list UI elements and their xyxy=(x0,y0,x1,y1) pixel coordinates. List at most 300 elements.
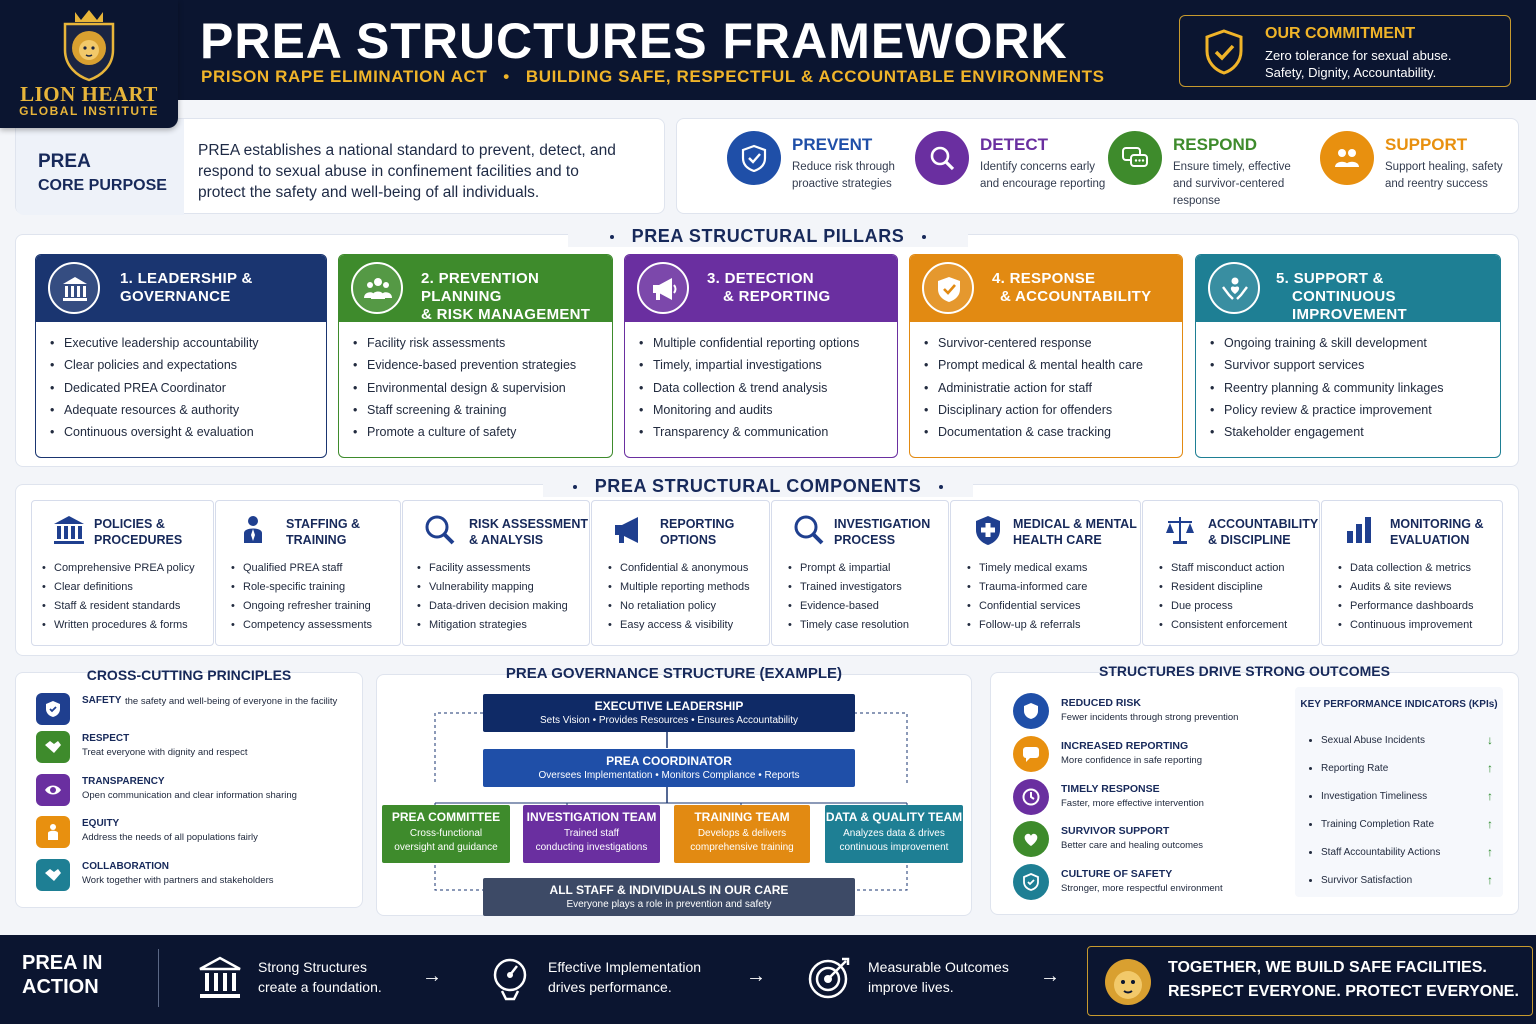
component-monitoring xyxy=(1321,500,1503,646)
list-item: • Trauma-informed care xyxy=(967,578,1087,597)
institution-icon xyxy=(52,513,86,547)
kpi-row xyxy=(1309,875,1493,886)
outcome-icon-circle xyxy=(1013,779,1049,815)
commitment-heading: OUR COMMITMENT xyxy=(1265,25,1416,42)
step-text xyxy=(868,957,1009,997)
principle-icon-bg xyxy=(36,693,70,725)
outcome-culture-of-safety xyxy=(1013,864,1273,904)
goal-desc: Reduce risk through proactive strategies xyxy=(792,161,895,190)
team-box-investigation xyxy=(523,805,660,863)
list-item: • Qualified PREA staff xyxy=(231,559,372,578)
component-list xyxy=(42,559,195,635)
box-desc xyxy=(674,827,810,855)
pillar-title xyxy=(421,270,612,324)
component-title xyxy=(660,516,734,548)
box-desc-1: Trained staff xyxy=(563,828,620,839)
commitment-box xyxy=(1179,15,1511,87)
bullet xyxy=(1309,739,1312,742)
commitment-line-2: Safety, Dignity, Accountability. xyxy=(1265,65,1437,80)
component-title xyxy=(1013,516,1137,548)
shield-check-icon xyxy=(1202,28,1246,76)
box-desc xyxy=(523,827,660,855)
list-item: • Due process xyxy=(1159,597,1287,616)
kpi-row xyxy=(1309,763,1493,774)
kpi-name: Investigation Timeliness xyxy=(1321,791,1428,802)
list-item: • Documentation & case tracking xyxy=(924,421,1143,443)
goal-detect xyxy=(915,131,1115,211)
list-item: • Staff misconduct action xyxy=(1159,559,1287,578)
pillar-title-2: GOVERNANCE xyxy=(120,288,231,305)
pillar-leadership xyxy=(35,254,327,458)
box-desc-1: Analyzes data & drives xyxy=(843,828,945,839)
list-item: • Promote a culture of safety xyxy=(353,421,576,443)
box-desc-1: Develops & delivers xyxy=(697,828,787,839)
chat-icon xyxy=(1022,745,1040,763)
component-title-1: STAFFING & xyxy=(286,517,361,531)
list-item: • Vulnerability mapping xyxy=(417,578,568,597)
kpi-name: Staff Accountability Actions xyxy=(1321,847,1441,858)
pillars-title-text: PREA STRUCTURAL PILLARS xyxy=(631,226,905,246)
list-item: • Confidential services xyxy=(967,597,1087,616)
component-title-2: HEALTH CARE xyxy=(1013,533,1102,547)
handshake-icon xyxy=(44,866,62,884)
component-title xyxy=(1390,516,1484,548)
list-item: • Policy review & practice improvement xyxy=(1210,399,1444,421)
outcomes-card xyxy=(990,663,1519,915)
principle-icon-bg xyxy=(36,816,70,848)
subtitle-left: PRISON RAPE ELIMINATION ACT xyxy=(201,67,488,86)
box-title: PREA COMMITTEE xyxy=(391,810,501,824)
list-item: • Data-driven decision making xyxy=(417,597,568,616)
list-item: • Survivor-centered response xyxy=(924,332,1143,354)
list-item: • Ongoing training & skill development xyxy=(1210,332,1444,354)
list-item: • Reentry planning & community linkages xyxy=(1210,377,1444,399)
pillar-icon-ring xyxy=(922,262,974,314)
pillar-header xyxy=(36,255,326,322)
footer-label-1: PREA IN xyxy=(22,952,103,974)
component-title-2: OPTIONS xyxy=(660,533,717,547)
goal-prevent xyxy=(727,131,927,211)
staff-icon xyxy=(236,513,270,547)
step-line-1: Effective Implementation xyxy=(548,959,702,975)
list-item: • No retaliation policy xyxy=(608,597,750,616)
kpi-row xyxy=(1309,847,1493,858)
list-item: • Clear policies and expectations xyxy=(50,354,259,376)
team-box-data-quality xyxy=(825,805,963,863)
bullet xyxy=(1309,795,1312,798)
bullet xyxy=(1309,767,1312,770)
title-dot xyxy=(939,485,943,489)
component-title-1: REPORTING xyxy=(660,517,735,531)
step-line-2: drives performance. xyxy=(548,979,672,995)
principle-icon-bg xyxy=(36,859,70,891)
pillar-title-2: & REPORTING xyxy=(723,288,831,305)
list-item: • Multiple reporting methods xyxy=(608,578,750,597)
outcome-name: REDUCED RISK xyxy=(1061,697,1141,709)
principle-name: RESPECT xyxy=(82,733,130,744)
pillar-icon-ring xyxy=(637,262,689,314)
list-item: • Continuous oversight & evaluation xyxy=(50,421,259,443)
list-item: • Disciplinary action for offenders xyxy=(924,399,1143,421)
logo xyxy=(0,0,178,128)
outcome-desc: More confidence in safe reporting xyxy=(1061,755,1202,766)
hands-heart-icon xyxy=(1221,275,1249,303)
step-line-2: create a foundation. xyxy=(258,979,382,995)
arrow-up-icon: ↑ xyxy=(1487,789,1493,803)
component-list xyxy=(967,559,1087,635)
list-item: • Competency assessments xyxy=(231,616,372,635)
shield-check-icon xyxy=(1022,873,1040,891)
component-title-2: TRAINING xyxy=(286,533,347,547)
logo-subtitle: GLOBAL INSTITUTE xyxy=(19,104,159,118)
pillar-title-1: 5. SUPPORT & xyxy=(1276,270,1384,287)
list-item: • Stakeholder engagement xyxy=(1210,421,1444,443)
component-title-1: MONITORING & xyxy=(1390,517,1484,531)
outcome-desc: Fewer incidents through strong prevention xyxy=(1061,712,1239,723)
outcome-survivor-support xyxy=(1013,821,1273,861)
title-dot xyxy=(610,235,614,239)
outcome-desc: Better care and healing outcomes xyxy=(1061,840,1204,851)
component-list xyxy=(1338,559,1474,635)
megaphone-icon xyxy=(650,275,678,303)
kpi-row xyxy=(1309,735,1493,746)
slogan-line-1: TOGETHER, WE BUILD SAFE FACILITIES. xyxy=(1168,959,1487,976)
component-title-1: RISK ASSESSMENT xyxy=(469,517,589,531)
outcome-name: CULTURE OF SAFETY xyxy=(1061,868,1173,880)
pillar-icon-ring xyxy=(1208,262,1260,314)
pillar-header xyxy=(910,255,1182,322)
component-title-2: & ANALYSIS xyxy=(469,533,544,547)
list-item: • Performance dashboards xyxy=(1338,597,1474,616)
gauge-icon xyxy=(486,955,534,1001)
outcome-increased-reporting xyxy=(1013,736,1273,776)
principles-card xyxy=(15,667,363,908)
box-desc-2: oversight and guidance xyxy=(394,842,498,853)
component-list xyxy=(788,559,909,635)
core-purpose-label-2: CORE PURPOSE xyxy=(38,177,167,194)
box-title: ALL STAFF & INDIVIDUALS IN OUR CARE xyxy=(549,883,789,897)
pillar-list xyxy=(50,332,259,443)
target-icon xyxy=(806,955,854,1001)
pillar-list xyxy=(353,332,576,443)
pillar-list xyxy=(639,332,859,443)
component-title-2: PROCEDURES xyxy=(94,533,183,547)
pillar-title-1: 1. LEADERSHIP & xyxy=(120,270,253,287)
principles-title: CROSS-CUTTING PRINCIPLES xyxy=(86,667,292,683)
title-dot xyxy=(573,485,577,489)
handshake-icon xyxy=(44,738,62,756)
executive-leadership-box xyxy=(483,694,855,732)
component-list xyxy=(231,559,372,635)
institution-icon xyxy=(196,955,244,1001)
list-item: • Role-specific training xyxy=(231,578,372,597)
footer-step-implementation xyxy=(486,955,726,1005)
goal-icon-circle xyxy=(727,131,781,185)
component-title-2: PROCESS xyxy=(834,533,896,547)
footer-divider xyxy=(158,949,159,1007)
goal-title: SUPPORT xyxy=(1385,135,1468,154)
pillar-header xyxy=(339,255,612,322)
step-line-1: Strong Structures xyxy=(258,959,367,975)
header-bar xyxy=(0,0,1536,100)
principle-desc: the safety and well-being of everyone in the facility xyxy=(125,696,338,707)
principle-safety xyxy=(36,693,356,731)
goal-support xyxy=(1320,131,1520,211)
component-title-1: MEDICAL & MENTAL xyxy=(1013,517,1137,531)
medical-cross-icon xyxy=(971,513,1005,547)
list-item: • Evidence-based xyxy=(788,597,909,616)
outcome-name: TIMELY RESPONSE xyxy=(1061,783,1160,795)
list-item: • Mitigation strategies xyxy=(417,616,568,635)
pillar-list xyxy=(1210,332,1444,443)
component-title-1: ACCOUNTABILITY xyxy=(1208,517,1319,531)
clock-icon xyxy=(1022,788,1040,806)
component-reporting xyxy=(591,500,770,646)
list-item: • Staff screening & training xyxy=(353,399,576,421)
box-title: DATA & QUALITY TEAM xyxy=(825,810,963,824)
list-item: • Environmental design & supervision xyxy=(353,377,576,399)
box-desc-2: conducting investigations xyxy=(535,842,648,853)
principle-desc: Work together with partners and stakeholders xyxy=(82,875,274,886)
shield-icon xyxy=(1022,702,1040,720)
footer-step-structures xyxy=(196,955,416,1005)
list-item: • Facility risk assessments xyxy=(353,332,576,354)
pillar-title-1: 2. PREVENTION PLANNING xyxy=(421,270,540,305)
principle-respect xyxy=(36,731,356,769)
pillar-title-2: CONTINUOUS IMPROVEMENT xyxy=(1292,288,1407,323)
team-box-training xyxy=(674,805,810,863)
list-item: • Data collection & metrics xyxy=(1338,559,1474,578)
pillar-title-2: & RISK MANAGEMENT xyxy=(421,306,591,323)
list-item: • Timely case resolution xyxy=(788,616,909,635)
box-desc xyxy=(382,827,510,855)
component-title xyxy=(94,516,182,548)
pillar-title xyxy=(1276,270,1500,324)
box-desc-2: continuous improvement xyxy=(839,842,949,853)
component-title-2: EVALUATION xyxy=(1390,533,1470,547)
pillar-icon-ring xyxy=(351,262,403,314)
lion-crest-icon xyxy=(57,6,121,82)
person-icon xyxy=(44,823,62,841)
list-item: • Data collection & trend analysis xyxy=(639,377,859,399)
lion-head-icon xyxy=(1102,955,1154,1009)
principle-name: TRANSPARENCY xyxy=(82,776,165,787)
bullet xyxy=(1309,823,1312,826)
page-title: PREA STRUCTURES FRAMEWORK xyxy=(200,13,1068,69)
megaphone-icon xyxy=(612,513,646,547)
outcome-reduced-risk xyxy=(1013,693,1273,733)
scales-icon xyxy=(1163,513,1197,547)
list-item: • Comprehensive PREA policy xyxy=(42,559,195,578)
principle-desc: Address the needs of all populations fairly xyxy=(82,832,258,843)
core-purpose-card xyxy=(15,118,665,214)
outcome-name: SURVIVOR SUPPORT xyxy=(1061,825,1170,837)
list-item: • Executive leadership accountability xyxy=(50,332,259,354)
bar-chart-icon xyxy=(1342,513,1376,547)
box-desc: Oversees Implementation • Monitors Compliance • Reports xyxy=(538,770,800,781)
list-item: • Audits & site reviews xyxy=(1338,578,1474,597)
list-item: • Clear definitions xyxy=(42,578,195,597)
heart-icon xyxy=(1022,830,1040,848)
list-item: • Evidence-based prevention strategies xyxy=(353,354,576,376)
pillar-title-2: & ACCOUNTABILITY xyxy=(1000,288,1152,305)
chat-icon xyxy=(1121,144,1149,172)
list-item: • Multiple confidential reporting options xyxy=(639,332,859,354)
pillar-title-1: 4. RESPONSE xyxy=(992,270,1096,287)
component-title xyxy=(834,516,930,548)
goal-respond xyxy=(1108,131,1308,211)
component-title-1: INVESTIGATION xyxy=(834,517,931,531)
goal-desc: Ensure timely, effective and survivor-centered response xyxy=(1173,161,1291,207)
magnifier-icon xyxy=(423,513,457,547)
pillar-title xyxy=(120,270,253,306)
group-icon xyxy=(364,275,392,303)
outcome-name: INCREASED REPORTING xyxy=(1061,740,1189,752)
page-subtitle xyxy=(201,67,1105,87)
component-title xyxy=(286,516,360,548)
core-purpose-text: PREA establishes a national standard to prevent, detect, and respond to sexual abuse in confinement facilities and to protect the safety and well-being of all individuals. xyxy=(198,142,616,201)
arrow-up-icon: ↑ xyxy=(1487,845,1493,859)
outcome-timely-response xyxy=(1013,779,1273,819)
goal-icon-circle xyxy=(1320,131,1374,185)
kpi-row xyxy=(1309,791,1493,802)
governance-card xyxy=(376,665,972,916)
outcome-icon-circle xyxy=(1013,821,1049,857)
principle-name: SAFETY xyxy=(82,695,122,706)
pillars-section-title xyxy=(568,226,968,247)
component-policies xyxy=(31,500,214,646)
box-desc-2: comprehensive training xyxy=(690,842,794,853)
component-title xyxy=(469,516,588,548)
pillar-list xyxy=(924,332,1143,443)
kpi-row xyxy=(1309,819,1493,830)
box-desc-1: Cross-functional xyxy=(409,828,483,839)
commitment-line-1: Zero tolerance for sexual abuse. xyxy=(1265,48,1452,63)
principle-collaboration xyxy=(36,859,356,897)
pillar-title xyxy=(992,270,1151,306)
people-icon xyxy=(1333,144,1361,172)
list-item: • Administratie action for staff xyxy=(924,377,1143,399)
principle-icon-bg xyxy=(36,731,70,763)
arrow-right-icon: → xyxy=(1040,965,1060,987)
all-staff-box xyxy=(483,878,855,916)
list-item: • Resident discipline xyxy=(1159,578,1287,597)
box-desc xyxy=(825,827,963,855)
magnifier-icon xyxy=(792,513,826,547)
arrow-right-icon: → xyxy=(422,965,442,987)
pillar-detection xyxy=(624,254,898,458)
list-item: • Transparency & communication xyxy=(639,421,859,443)
footer-bar xyxy=(0,935,1536,1024)
list-item: • Follow-up & referrals xyxy=(967,616,1087,635)
subtitle-right: BUILDING SAFE, RESPECTFUL & ACCOUNTABLE ENVIRONMENTS xyxy=(525,67,1105,86)
pillar-title xyxy=(707,270,830,306)
kpi-title: KEY PERFORMANCE INDICATORS (KPIs) xyxy=(1300,699,1498,710)
bullet xyxy=(1309,851,1312,854)
box-desc: Sets Vision • Provides Resources • Ensures Accountability xyxy=(539,715,799,726)
title-dot xyxy=(922,235,926,239)
outcome-icon-circle xyxy=(1013,864,1049,900)
principle-desc: Treat everyone with dignity and respect xyxy=(82,747,248,758)
goal-icon-circle xyxy=(915,131,969,185)
magnifier-icon xyxy=(928,144,956,172)
goal-title: DETECT xyxy=(980,135,1048,154)
components-title-text: PREA STRUCTURAL COMPONENTS xyxy=(594,476,922,496)
box-desc: Everyone plays a role in prevention and safety xyxy=(566,899,772,910)
footer-label-2: ACTION xyxy=(22,976,99,998)
pillar-support xyxy=(1195,254,1501,458)
goal-title: RESPOND xyxy=(1173,135,1258,154)
list-item: • Monitoring and audits xyxy=(639,399,859,421)
pillar-header xyxy=(1196,255,1500,322)
kpi-name: Training Completion Rate xyxy=(1321,819,1435,830)
principle-name: COLLABORATION xyxy=(82,861,170,872)
list-item: • Ongoing refresher training xyxy=(231,597,372,616)
shield-check-icon xyxy=(935,275,963,303)
box-title: EXECUTIVE LEADERSHIP xyxy=(594,699,744,713)
component-medical xyxy=(950,500,1141,646)
footer-step-outcomes xyxy=(806,955,1026,1005)
eye-icon xyxy=(44,781,62,799)
list-item: • Staff & resident standards xyxy=(42,597,195,616)
outcome-desc: Faster, more effective intervention xyxy=(1061,798,1204,809)
list-item: • Trained investigators xyxy=(788,578,909,597)
kpi-name: Survivor Satisfaction xyxy=(1321,875,1413,886)
list-item: • Continuous improvement xyxy=(1338,616,1474,635)
prea-coordinator-box xyxy=(483,749,855,787)
principle-name: EQUITY xyxy=(82,818,120,829)
component-list xyxy=(1159,559,1287,635)
principle-equity xyxy=(36,816,356,854)
subtitle-separator: • xyxy=(492,67,521,86)
team-box-prea-committee xyxy=(382,805,510,863)
component-title-1: POLICIES & xyxy=(94,517,165,531)
arrow-right-icon: → xyxy=(746,965,766,987)
component-risk-assessment xyxy=(402,500,590,646)
list-item: • Prompt medical & mental health care xyxy=(924,354,1143,376)
step-text xyxy=(548,957,701,997)
arrow-up-icon: ↑ xyxy=(1487,817,1493,831)
governance-title: PREA GOVERNANCE STRUCTURE (EXAMPLE) xyxy=(505,665,843,682)
component-title-2: & DISCIPLINE xyxy=(1208,533,1291,547)
list-item: • Dedicated PREA Coordinator xyxy=(50,377,259,399)
component-list xyxy=(608,559,750,635)
slogan-line-2: RESPECT EVERYONE. PROTECT EVERYONE. xyxy=(1168,983,1519,1000)
box-title: TRAINING TEAM xyxy=(694,810,790,824)
list-item: • Easy access & visibility xyxy=(608,616,750,635)
institution-icon xyxy=(61,275,89,303)
component-accountability xyxy=(1142,500,1320,646)
shield-check-icon xyxy=(740,144,768,172)
box-title: INVESTIGATION TEAM xyxy=(526,810,657,824)
box-title: PREA COORDINATOR xyxy=(606,754,732,768)
component-list xyxy=(417,559,568,635)
step-line-1: Measurable Outcomes xyxy=(868,959,1009,975)
principle-icon-bg xyxy=(36,774,70,806)
pillar-header xyxy=(625,255,897,322)
list-item: • Adequate resources & authority xyxy=(50,399,259,421)
goal-desc: Support healing, safety and reentry success xyxy=(1385,161,1503,190)
outcome-icon-circle xyxy=(1013,693,1049,729)
list-item: • Facility assessments xyxy=(417,559,568,578)
footer-slogan-box xyxy=(1087,946,1533,1016)
component-investigation xyxy=(771,500,949,646)
list-item: • Consistent enforcement xyxy=(1159,616,1287,635)
component-staffing xyxy=(215,500,401,646)
outcome-desc: Stronger, more respectful environment xyxy=(1061,883,1223,894)
list-item: • Timely medical exams xyxy=(967,559,1087,578)
arrow-down-icon: ↓ xyxy=(1487,733,1493,747)
